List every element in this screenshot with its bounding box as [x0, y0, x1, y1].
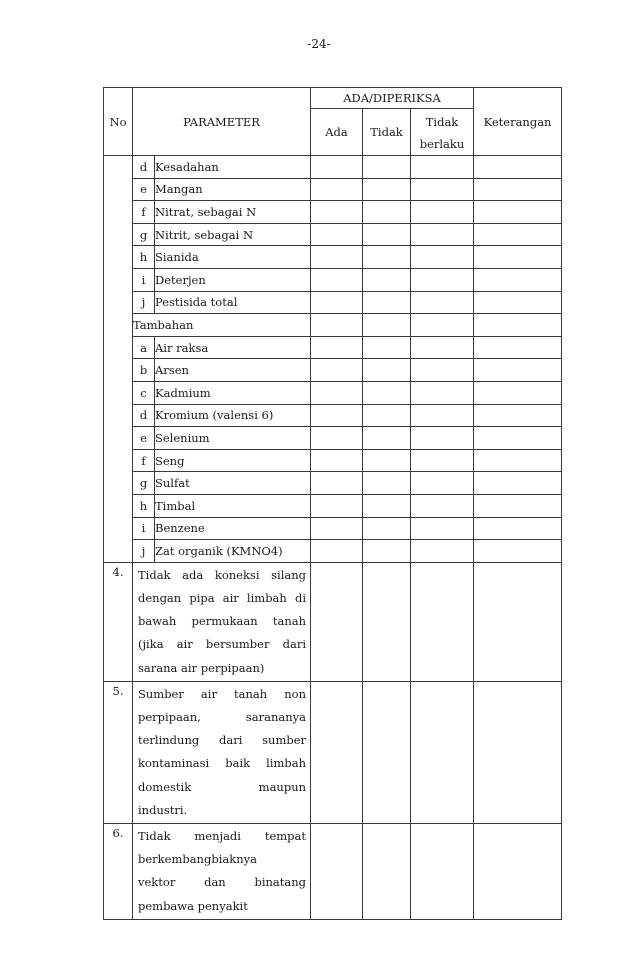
header-tidak-berlaku-line1: Tidak	[425, 115, 459, 129]
item-letter: h	[133, 494, 155, 517]
cell-ada[interactable]	[311, 381, 363, 404]
header-ada-diperiksa: ADA/DIPERIKSA	[311, 88, 474, 109]
item-letter: i	[133, 268, 155, 291]
cell-tidak-berlaku[interactable]	[411, 449, 474, 472]
table-row	[104, 494, 562, 517]
cell-tidak[interactable]	[363, 472, 411, 495]
parameter-name: Air raksa	[155, 336, 311, 359]
cell-keterangan[interactable]	[474, 178, 562, 201]
parameter-name: Nitrat, sebagai N	[155, 201, 311, 224]
cell-tidak-berlaku[interactable]	[411, 381, 474, 404]
cell-ada[interactable]	[311, 404, 363, 427]
item-letter: g	[133, 223, 155, 246]
header-ada: Ada	[311, 109, 363, 156]
cell-tidak-berlaku[interactable]	[411, 291, 474, 314]
cell-keterangan[interactable]	[474, 336, 562, 359]
cell-keterangan[interactable]	[474, 427, 562, 450]
requirement-line: Tidak menjadi tempat	[138, 828, 307, 843]
item-letter: i	[133, 517, 155, 540]
cell-ada[interactable]	[311, 359, 363, 382]
cell-tidak[interactable]	[363, 314, 411, 337]
header-tidak: Tidak	[363, 109, 411, 156]
table-row	[104, 246, 562, 269]
cell-keterangan[interactable]	[474, 517, 562, 540]
cell-tidak[interactable]	[363, 201, 411, 224]
table-row	[104, 291, 562, 314]
cell-ada[interactable]	[311, 201, 363, 224]
cell-ada[interactable]	[311, 336, 363, 359]
cell-tidak[interactable]	[363, 427, 411, 450]
item-letter: a	[133, 336, 155, 359]
table-row-numbered	[104, 823, 562, 919]
cell-ada[interactable]	[311, 562, 363, 681]
row-number: 6.	[104, 823, 133, 919]
cell-ada[interactable]	[311, 291, 363, 314]
table-row	[104, 404, 562, 427]
item-letter: j	[133, 540, 155, 563]
item-letter: j	[133, 291, 155, 314]
cell-keterangan[interactable]	[474, 681, 562, 823]
cell-tidak-berlaku[interactable]	[411, 494, 474, 517]
cell-tidak-berlaku[interactable]	[411, 336, 474, 359]
cell-keterangan[interactable]	[474, 381, 562, 404]
cell-keterangan[interactable]	[474, 404, 562, 427]
cell-keterangan[interactable]	[474, 268, 562, 291]
cell-ada[interactable]	[311, 823, 363, 919]
row-number: 4.	[104, 562, 133, 681]
item-letter: e	[133, 178, 155, 201]
requirement-line: (jika air bersumber dari	[138, 637, 307, 652]
cell-tidak-berlaku[interactable]	[411, 201, 474, 224]
header-parameter: PARAMETER	[133, 88, 311, 156]
cell-tidak[interactable]	[363, 449, 411, 472]
parameter-name: Deterjen	[155, 268, 311, 291]
cell-keterangan[interactable]	[474, 314, 562, 337]
table-row	[104, 223, 562, 246]
cell-ada[interactable]	[311, 494, 363, 517]
requirement-line: dengan pipa air limbah di	[138, 590, 307, 605]
header-tidak-berlaku-line2: berlaku	[419, 137, 465, 151]
cell-tidak[interactable]	[363, 268, 411, 291]
cell-tidak-berlaku[interactable]	[411, 540, 474, 563]
tambahan-label: Tambahan	[133, 314, 311, 337]
cell-tidak[interactable]	[363, 359, 411, 382]
requirement-line: industri.	[138, 802, 188, 817]
cell-tidak-berlaku[interactable]	[411, 562, 474, 681]
cell-ada[interactable]	[311, 449, 363, 472]
cell-keterangan[interactable]	[474, 156, 562, 179]
requirement-line: Tidak ada koneksi silang	[138, 567, 307, 582]
parameter-name: Sulfat	[155, 472, 311, 495]
parameter-name: Timbal	[155, 494, 311, 517]
requirement-line: bawah permukaan tanah	[138, 614, 307, 629]
cell-tidak-berlaku[interactable]	[411, 427, 474, 450]
cell-ada[interactable]	[311, 427, 363, 450]
parameter-name: Mangan	[155, 178, 311, 201]
cell-keterangan[interactable]	[474, 540, 562, 563]
table-row	[104, 201, 562, 224]
cell-tidak[interactable]	[363, 156, 411, 179]
cell-tidak-berlaku[interactable]	[411, 314, 474, 337]
requirement-line: kontaminasi baik limbah	[138, 756, 307, 771]
parameter-name: Pestisida total	[155, 291, 311, 314]
requirement-line: domestik maupun	[138, 779, 307, 794]
table-row-tambahan	[104, 314, 562, 337]
requirement-text	[133, 681, 311, 823]
cell-tidak[interactable]	[363, 223, 411, 246]
page-number: -24-	[307, 37, 331, 51]
parameter-name: Kesadahan	[155, 156, 311, 179]
cell-keterangan[interactable]	[474, 246, 562, 269]
parameter-name: Kadmium	[155, 381, 311, 404]
table-row-numbered	[104, 681, 562, 823]
header-tidak-berlaku	[411, 109, 474, 156]
cell-ada[interactable]	[311, 246, 363, 269]
cell-tidak[interactable]	[363, 494, 411, 517]
requirement-text	[133, 562, 311, 681]
cell-tidak[interactable]	[363, 336, 411, 359]
table-row	[104, 156, 562, 179]
cell-tidak-berlaku[interactable]	[411, 823, 474, 919]
parameter-name: Benzene	[155, 517, 311, 540]
cell-ada[interactable]	[311, 681, 363, 823]
cell-ada[interactable]	[311, 178, 363, 201]
cell-tidak-berlaku[interactable]	[411, 268, 474, 291]
table-row	[104, 268, 562, 291]
parameter-name: Arsen	[155, 359, 311, 382]
cell-tidak[interactable]	[363, 823, 411, 919]
item-letter: g	[133, 472, 155, 495]
checklist-table	[103, 87, 562, 920]
cell-keterangan[interactable]	[474, 823, 562, 919]
requirement-line: berkembangbiaknya	[138, 852, 257, 867]
cell-tidak-berlaku[interactable]	[411, 517, 474, 540]
cell-ada[interactable]	[311, 268, 363, 291]
cell-tidak[interactable]	[363, 178, 411, 201]
cell-tidak-berlaku[interactable]	[411, 223, 474, 246]
cell-ada[interactable]	[311, 223, 363, 246]
cell-tidak-berlaku[interactable]	[411, 472, 474, 495]
parameter-name: Kromium (valensi 6)	[155, 404, 311, 427]
table-row	[104, 359, 562, 382]
cell-keterangan[interactable]	[474, 223, 562, 246]
cell-ada[interactable]	[311, 517, 363, 540]
cell-tidak-berlaku[interactable]	[411, 246, 474, 269]
cell-ada[interactable]	[311, 314, 363, 337]
cell-keterangan[interactable]	[474, 201, 562, 224]
row-number: 5.	[104, 681, 133, 823]
cell-keterangan[interactable]	[474, 449, 562, 472]
cell-tidak-berlaku[interactable]	[411, 178, 474, 201]
requirement-line: Sumber air tanah non	[138, 686, 307, 701]
cell-tidak[interactable]	[363, 381, 411, 404]
requirement-text	[133, 823, 311, 919]
item-letter: d	[133, 156, 155, 179]
item-letter: f	[133, 449, 155, 472]
cell-tidak[interactable]	[363, 291, 411, 314]
table-row-numbered	[104, 562, 562, 681]
item-letter: d	[133, 404, 155, 427]
table-row	[104, 540, 562, 563]
parameter-name: Zat organik (KMNO4)	[155, 540, 311, 563]
item-letter: c	[133, 381, 155, 404]
item-letter: h	[133, 246, 155, 269]
item-letter: f	[133, 201, 155, 224]
cell-keterangan[interactable]	[474, 291, 562, 314]
header-no: No	[104, 88, 133, 156]
table-row	[104, 517, 562, 540]
table-row	[104, 381, 562, 404]
requirement-line: terlindung dari sumber	[138, 733, 307, 748]
merged-no-cell	[104, 156, 133, 563]
table-row	[104, 449, 562, 472]
cell-ada[interactable]	[311, 472, 363, 495]
cell-ada[interactable]	[311, 156, 363, 179]
parameter-name: Nitrit, sebagai N	[155, 223, 311, 246]
item-letter: e	[133, 427, 155, 450]
parameter-name: Seng	[155, 449, 311, 472]
cell-tidak-berlaku[interactable]	[411, 681, 474, 823]
cell-tidak-berlaku[interactable]	[411, 156, 474, 179]
cell-keterangan[interactable]	[474, 494, 562, 517]
requirement-line: sarana air perpipaan)	[138, 660, 265, 675]
table-row	[104, 336, 562, 359]
cell-tidak[interactable]	[363, 540, 411, 563]
table-row	[104, 472, 562, 495]
requirement-line: vektor dan binatang	[138, 875, 307, 890]
requirement-line: pembawa penyakit	[138, 898, 248, 913]
cell-tidak[interactable]	[363, 562, 411, 681]
cell-keterangan[interactable]	[474, 359, 562, 382]
header-row-1	[104, 88, 562, 109]
cell-keterangan[interactable]	[474, 562, 562, 681]
header-keterangan: Keterangan	[474, 88, 562, 156]
table-row	[104, 178, 562, 201]
requirement-line: perpipaan, sarananya	[138, 709, 307, 724]
cell-tidak-berlaku[interactable]	[411, 359, 474, 382]
cell-tidak[interactable]	[363, 681, 411, 823]
table-row	[104, 427, 562, 450]
cell-ada[interactable]	[311, 540, 363, 563]
cell-tidak[interactable]	[363, 404, 411, 427]
parameter-name: Selenium	[155, 427, 311, 450]
cell-tidak[interactable]	[363, 246, 411, 269]
cell-keterangan[interactable]	[474, 472, 562, 495]
cell-tidak-berlaku[interactable]	[411, 404, 474, 427]
cell-tidak[interactable]	[363, 517, 411, 540]
parameter-name: Sianida	[155, 246, 311, 269]
item-letter: b	[133, 359, 155, 382]
